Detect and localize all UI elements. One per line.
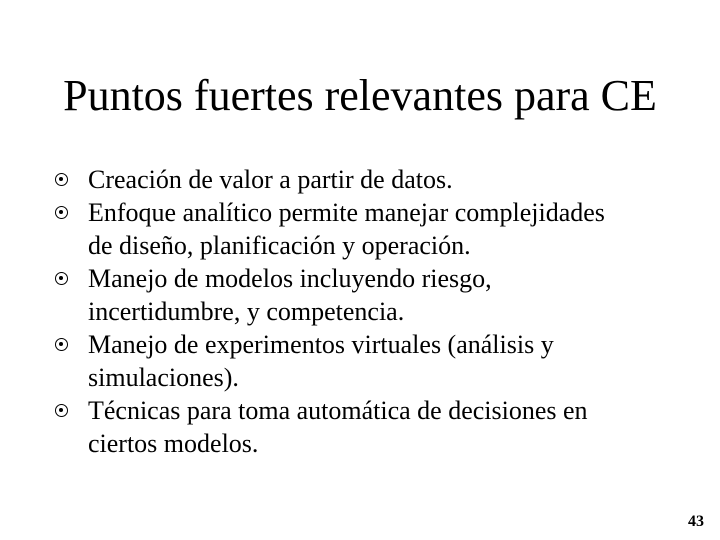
bullet-item — [54, 196, 684, 262]
bullet-dot-icon — [55, 404, 68, 417]
bullet-text: Técnicas para toma automática de decisiones en — [88, 396, 588, 425]
bullet-text: Manejo de modelos incluyendo riesgo, — [88, 264, 492, 293]
bullet-text: de diseño, planificación y operación. — [88, 231, 471, 260]
bullet-text: Manejo de experimentos virtuales (análisis y — [88, 330, 554, 359]
bullet-item — [54, 163, 684, 196]
bullet-dot-icon — [55, 173, 68, 186]
bullet-dot-icon — [55, 338, 68, 351]
slide-title: Puntos fuertes relevantes para CE — [63, 71, 657, 120]
bullet-list — [54, 163, 684, 460]
bullet-text: ciertos modelos. — [88, 429, 259, 458]
bullet-item — [54, 394, 684, 460]
bullet-dot-icon — [55, 272, 68, 285]
bullet-dot-icon — [55, 206, 68, 219]
bullet-text: Enfoque analítico permite manejar complejidades — [88, 198, 605, 227]
page-number: 43 — [688, 513, 704, 530]
bullet-item — [54, 262, 684, 328]
bullet-text: incertidumbre, y competencia. — [88, 297, 405, 326]
bullet-text: Creación de valor a partir de datos. — [88, 165, 453, 194]
bullet-item — [54, 328, 684, 394]
bullet-text: simulaciones). — [88, 363, 239, 392]
